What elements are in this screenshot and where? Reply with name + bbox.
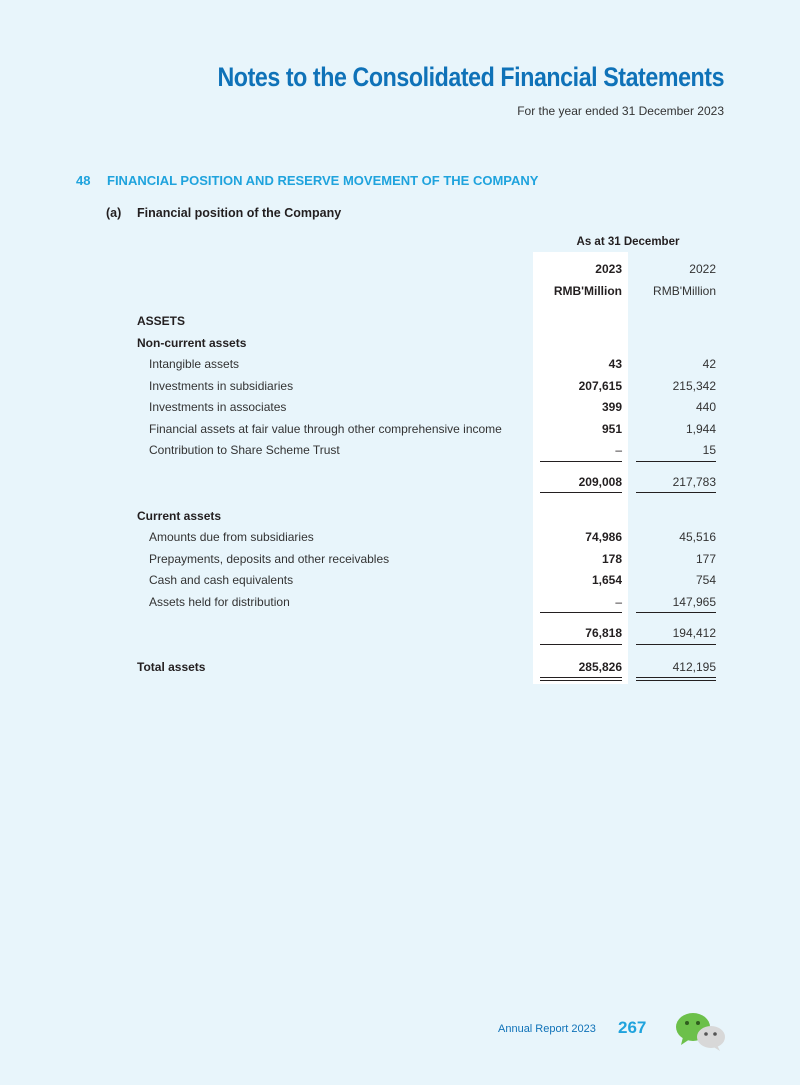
value-2022: 215,342 [672,379,716,393]
value-2022: 42 [702,357,716,371]
value-2023: 951 [601,422,622,436]
value-2023: 43 [608,357,622,371]
row-label: Total assets [137,660,206,674]
note-number: 48 [76,173,91,188]
value-2022: 45,516 [679,530,716,544]
subtotal-rule [540,644,622,645]
value-2022: 194,412 [672,626,716,640]
section-heading [106,206,341,220]
subtotal-rule [636,492,716,493]
wechat-logo-icon [673,1010,727,1052]
value-2022: 440 [695,400,716,414]
subtotal-rule [636,612,716,613]
value-2022: 177 [695,552,716,566]
value-2022: 147,965 [672,595,716,609]
subtotal-rule [636,644,716,645]
value-2023: – [615,595,622,609]
section-title: Financial position of the Company [137,206,342,220]
footer-report-name: Annual Report 2023 [498,1023,596,1035]
non-current-assets-heading: Non-current assets [137,336,247,350]
value-2023: – [615,443,622,457]
page-title: Notes to the Consolidated Financial Statements [217,62,724,92]
value-2023: 207,615 [578,379,622,393]
value-2022: 217,783 [672,475,716,489]
value-2023: 399 [601,400,622,414]
row-label: Contribution to Share Scheme Trust [149,443,340,457]
value-2023: 209,008 [578,475,622,489]
value-2023: 285,826 [578,660,622,674]
total-double-rule [636,677,716,681]
note-title: FINANCIAL POSITION AND RESERVE MOVEMENT OF THE COMPANY [107,173,539,188]
page-subtitle: For the year ended 31 December 2023 [517,104,724,118]
row-label: Cash and cash equivalents [149,573,294,587]
period-header: As at 31 December [576,236,680,248]
row-label: Financial assets at fair value through other comprehensive income [149,422,502,436]
value-2022: 15 [702,443,716,457]
value-2023: 74,986 [585,530,622,544]
subtotal-rule [540,461,622,462]
page-number: 267 [618,1018,647,1037]
note-heading [76,173,538,188]
row-label: Investments in subsidiaries [149,379,294,393]
row-label: Investments in associates [149,400,287,414]
unit-2023-header: RMB'Million [553,284,622,298]
subtotal-rule [540,612,622,613]
row-label: Prepayments, deposits and other receivables [149,552,390,566]
value-2023: 76,818 [585,626,622,640]
row-label: Assets held for distribution [149,595,290,609]
value-2023: 1,654 [591,573,622,587]
subtotal-rule [636,461,716,462]
row-label: Intangible assets [149,357,240,371]
total-double-rule [540,677,622,681]
subtotal-rule [540,492,622,493]
value-2022: 412,195 [672,660,716,674]
value-2023: 178 [601,552,622,566]
assets-heading: ASSETS [137,314,186,328]
unit-2022-header: RMB'Million [653,284,716,298]
value-2022: 754 [695,573,716,587]
row-label: Amounts due from subsidiaries [149,530,314,544]
current-year-column-highlight [533,252,628,684]
year-2022-header: 2022 [689,262,716,276]
value-2022: 1,944 [685,422,716,436]
current-assets-heading: Current assets [137,509,222,523]
section-label: (a) [106,206,122,220]
year-2023-header: 2023 [595,262,622,276]
